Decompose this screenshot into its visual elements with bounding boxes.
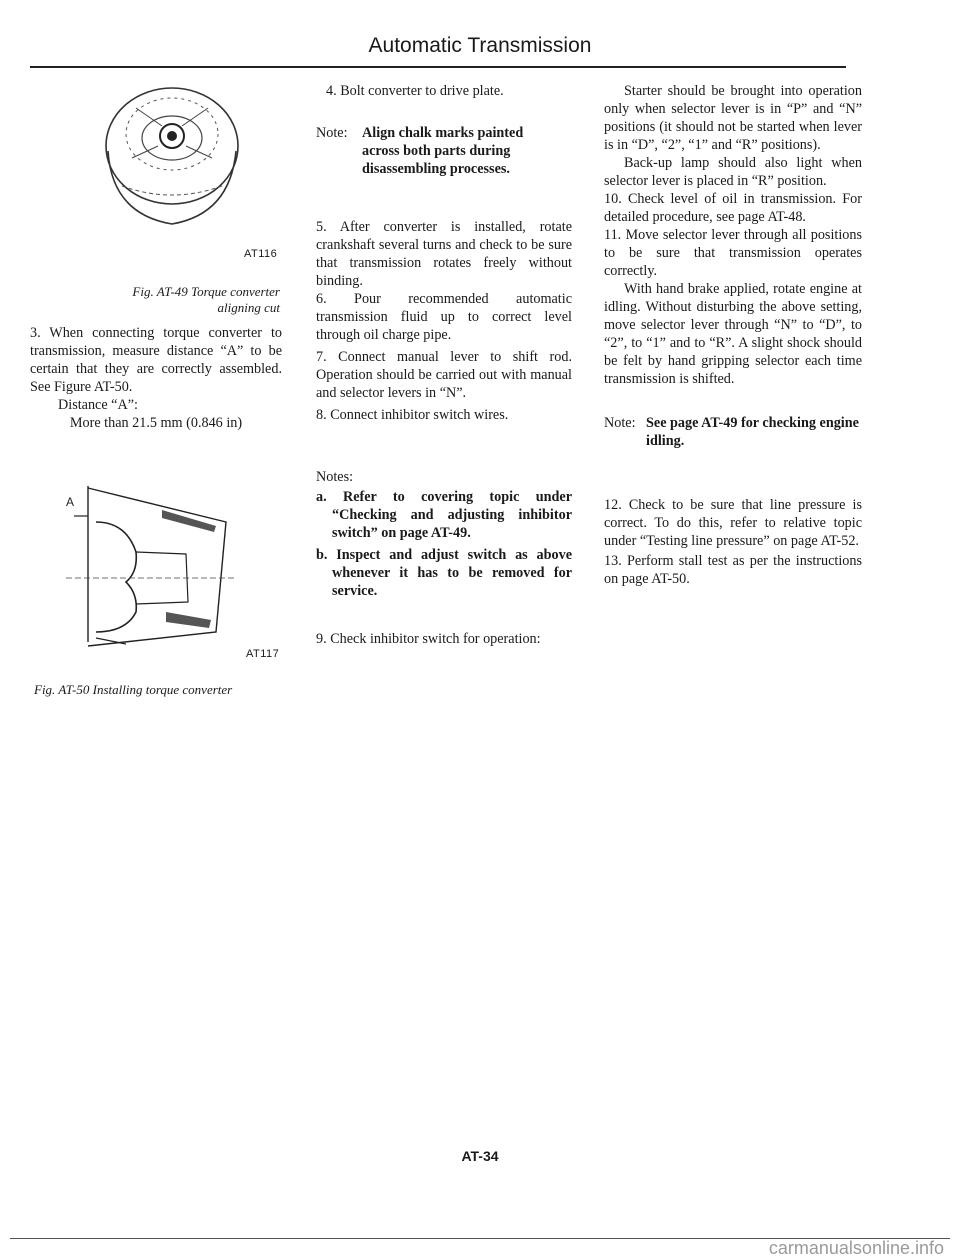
torque-converter-illustration [102,86,242,236]
step-paragraph: 13. Perform stall test as per the instructions on page AT-50. [604,553,862,587]
step-paragraph: 12. Check to be sure that line pressure is correct. To do this, refer to relative topic under “Testing line pressure” on page AT-52. [604,497,862,549]
notes-item: a. Refer to covering topic under “Checking and adjusting inhibitor switch” on page AT-49. [316,489,572,541]
note-block [316,124,572,178]
paragraph: With hand brake applied, rotate engine at idling. Without disturbing the above setting, move selector lever through “N” to “D”, to “2”, to “1” and to “R”. A slight shock should be felt by hand gripping selector each time transmission is shifted. [604,281,862,387]
header-rule [30,66,846,68]
step-paragraph: 4. Bolt converter to drive plate. [326,83,504,99]
step-paragraph: 10. Check level of oil in transmission. For detailed procedure, see page AT-48. [604,191,862,225]
step-paragraph: 8. Connect inhibitor switch wires. [316,407,509,423]
distance-label: Distance “A”: [58,397,138,413]
page-header-title: Automatic Transmission [368,34,592,57]
figure-caption [30,284,280,316]
figure-caption: Fig. AT-50 Installing torque converter [34,682,233,697]
note-label: Note: [316,125,348,141]
figure-caption-line: aligning cut [217,300,280,315]
note-label: Note: [604,415,636,431]
note-block [604,414,862,450]
notes-item: b. Inspect and adjust switch as above whenever it has to be removed for service. [316,547,572,599]
step-paragraph: 7. Connect manual lever to shift rod. Operation should be carried out with manual and selector levers in “N”. [316,349,572,401]
paragraph: Back-up lamp should also light when selector lever is placed in “R” position. [604,155,862,189]
note-text: See page AT-49 for checking engine idling. [646,415,859,449]
step-paragraph: 6. Pour recommended automatic transmission fluid up to correct level through oil charge pipe. [316,291,572,343]
figure-code: AT116 [244,248,278,260]
figure-caption-line: Fig. AT-49 Torque converter [132,284,280,299]
figure-code: AT117 [246,648,280,660]
note-text: Align chalk marks painted across both parts during disassembling processes. [362,125,524,177]
left-column-text [30,324,282,432]
step-paragraph: 11. Move selector lever through all positions to be sure that transmission operates correctly. [604,227,862,279]
step-paragraph: 9. Check inhibitor switch for operation: [316,631,541,647]
distance-value: More than 21.5 mm (0.846 in) [69,415,243,431]
middle-column-text [316,82,572,648]
notes-label: Notes: [316,469,354,485]
installation-diagram [66,482,246,652]
watermark: carmanualsonline.info [768,1238,944,1258]
right-column-text [604,82,862,588]
dimension-label-a: A [66,495,75,509]
step-paragraph: 3. When connecting torque converter to transmission, measure distance “A” to be certain that they are correctly assembled. See Figure AT-50. [30,325,282,395]
paragraph: Starter should be brought into operation only when selector lever is in “P” and “N” positions (it should not be started when lever is in “D”, “2”, “1” and “R” positions). [604,83,862,153]
step-paragraph: 5. After converter is installed, rotate crankshaft several turns and check to be sure that transmission rotates freely without binding. [316,219,572,289]
page-number: AT-34 [461,1148,499,1164]
